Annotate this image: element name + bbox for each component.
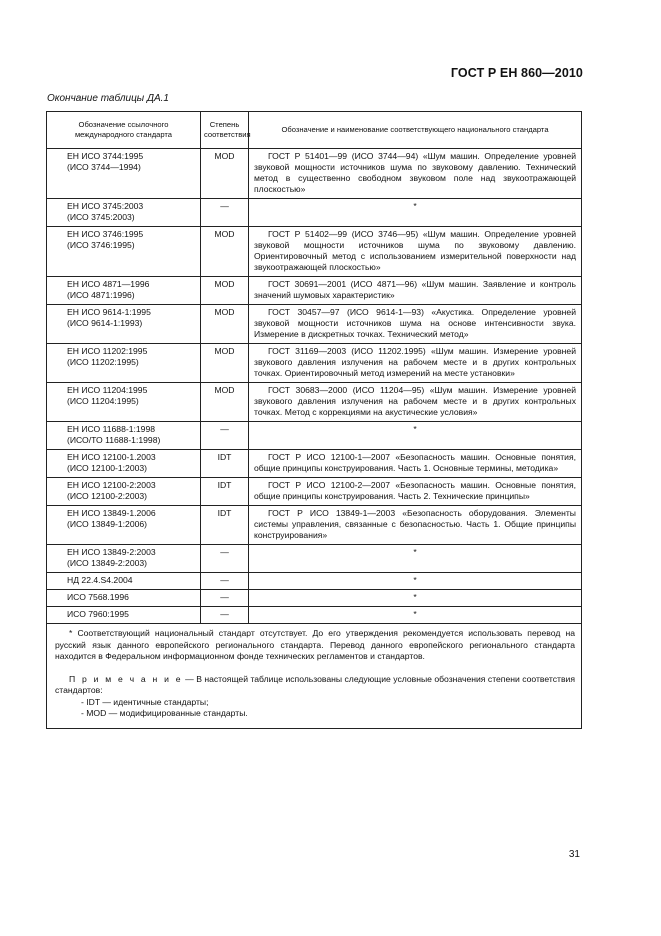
degree-of-conformity-cell: MOD <box>201 383 249 422</box>
national-standard-cell <box>249 383 582 422</box>
national-standard-cell <box>249 227 582 277</box>
international-standard-cell <box>47 344 201 383</box>
table-row <box>47 199 582 227</box>
table-caption: Окончание таблицы ДА.1 <box>47 93 169 104</box>
national-standard-text: * <box>413 575 417 585</box>
table-row <box>47 277 582 305</box>
national-standard-text: ГОСТ 30691—2001 (ИСО 4871—96) «Шум машин. Заявление и контроль значений шумовых характеристик» <box>254 279 576 300</box>
international-standard-line: (ИСО 9614-1:1993) <box>67 318 143 328</box>
degree-of-conformity-cell: — <box>201 545 249 573</box>
national-standard-text: * <box>413 592 417 602</box>
column-header-international-standard: Обозначение ссылочного международного стандарта <box>47 112 201 149</box>
table-row <box>47 305 582 344</box>
national-standard-cell <box>249 506 582 545</box>
degree-of-conformity-cell: — <box>201 590 249 607</box>
national-standard-cell <box>249 478 582 506</box>
international-standard-line: ИСО 7568.1996 <box>67 592 129 602</box>
degree-of-conformity-cell: MOD <box>201 149 249 199</box>
national-standard-cell <box>249 422 582 450</box>
international-standard-cell <box>47 383 201 422</box>
national-standard-cell <box>249 545 582 573</box>
national-standard-text: ГОСТ 31169—2003 (ИСО 11202.1995) «Шум машин. Измерение уровней звукового давления излучения на рабочем месте и в других контрольных точках. Ориентировочный метод измерений на месте установки» <box>254 346 576 378</box>
degree-of-conformity-cell: MOD <box>201 305 249 344</box>
international-standard-line: ЕН ИСО 12100-1.2003 <box>67 452 156 462</box>
table-row <box>47 506 582 545</box>
national-standard-text: ГОСТ 30457—97 (ИСО 9614-1—93) «Акустика. Определение уровней звуковой мощности источников шума на основе интенсивности звука. Измерение в дискретных точках. Технический метод» <box>254 307 576 339</box>
note-item-mod: - MOD — модифицированные стандарты. <box>81 708 248 718</box>
international-standard-line: (ИСО 12100-2:2003) <box>67 491 148 501</box>
degree-of-conformity-cell: — <box>201 607 249 624</box>
table-row <box>47 149 582 199</box>
international-standard-line: ЕН ИСО 11204:1995 <box>67 385 148 395</box>
note-block <box>55 674 575 720</box>
document-code-header: ГОСТ Р ЕН 860—2010 <box>450 66 583 80</box>
page-number: 31 <box>568 849 580 860</box>
national-standard-cell <box>249 149 582 199</box>
national-standard-text: * <box>413 609 417 619</box>
national-standard-text: ГОСТ Р ИСО 13849-1—2003 «Безопасность оборудования. Элементы системы управления, связанные с безопасностью. Часть 1. Общие принципы конструирования» <box>254 508 576 540</box>
international-standard-cell <box>47 227 201 277</box>
degree-of-conformity-cell: IDT <box>201 506 249 545</box>
international-standard-cell <box>47 422 201 450</box>
international-standard-line: (ИСО 13849-2:2003) <box>67 558 148 568</box>
table-row <box>47 590 582 607</box>
notes-row <box>47 624 582 729</box>
table-header-row <box>47 112 582 149</box>
international-standard-cell <box>47 590 201 607</box>
table-row <box>47 344 582 383</box>
national-standard-cell <box>249 277 582 305</box>
national-standard-cell <box>249 590 582 607</box>
international-standard-line: ЕН ИСО 11202:1995 <box>67 346 148 356</box>
degree-of-conformity-cell: — <box>201 422 249 450</box>
international-standard-line: (ИСО 11204:1995) <box>67 396 139 406</box>
national-standard-cell <box>249 607 582 624</box>
international-standard-cell <box>47 149 201 199</box>
international-standard-line: (ИСО 11202:1995) <box>67 357 139 367</box>
international-standard-line: ЕН ИСО 12100-2:2003 <box>67 480 156 490</box>
international-standard-line: НД 22.4.S4.2004 <box>67 575 133 585</box>
degree-of-conformity-cell: — <box>201 199 249 227</box>
international-standard-line: (ИСО 3746:1995) <box>67 240 135 250</box>
national-standard-cell <box>249 450 582 478</box>
international-standard-line: (ИСО 3744—1994) <box>67 162 141 172</box>
table-row <box>47 478 582 506</box>
degree-of-conformity-cell: IDT <box>201 478 249 506</box>
national-standard-text: ГОСТ Р ИСО 12100-2—2007 «Безопасность машин. Основные понятия, общие принципы конструирования. Часть 2. Технические принципы» <box>254 480 576 501</box>
table-row <box>47 545 582 573</box>
note-item-idt: - IDT — идентичные стандарты; <box>81 696 209 707</box>
column-header-national-standard: Обозначение и наименование соответствующего национального стандарта <box>249 112 582 149</box>
table-body <box>47 149 582 624</box>
international-standard-line: ЕН ИСО 4871—1996 <box>67 279 150 289</box>
national-standard-cell <box>249 199 582 227</box>
international-standard-line: ЕН ИСО 3746:1995 <box>67 229 144 239</box>
national-standard-cell <box>249 344 582 383</box>
international-standard-cell <box>47 573 201 590</box>
column-header-degree-of-conformity: Степень соответствия <box>201 112 249 149</box>
international-standard-line: (ИСО 3745:2003) <box>67 212 135 222</box>
international-standard-cell <box>47 277 201 305</box>
note-label: П р и м е ч а н и е <box>69 673 183 684</box>
national-standard-text: * <box>413 424 417 434</box>
national-standard-text: * <box>413 201 417 211</box>
note-text: — В настоящей таблице использованы следующие условные обозначения степени соответствия стандартов: <box>55 673 575 695</box>
international-standard-line: (ИСО 13849-1:2006) <box>67 519 148 529</box>
degree-of-conformity-cell: IDT <box>201 450 249 478</box>
national-standard-text: ГОСТ Р 51402—99 (ИСО 3746—95) «Шум машин. Определение уровней звуковой мощности источников шума по звуковому давлению. Ориентировочный метод с использованием измерительной поверхности над звукоотражающей плоскостью» <box>254 229 576 272</box>
international-standard-cell <box>47 607 201 624</box>
degree-of-conformity-cell: MOD <box>201 277 249 305</box>
table-row <box>47 450 582 478</box>
international-standard-cell <box>47 478 201 506</box>
international-standard-line: ЕН ИСО 13849-2:2003 <box>67 547 156 557</box>
table-row <box>47 573 582 590</box>
international-standard-cell <box>47 506 201 545</box>
international-standard-line: ЕН ИСО 9614-1:1995 <box>67 307 151 317</box>
international-standard-cell <box>47 305 201 344</box>
international-standard-cell <box>47 545 201 573</box>
degree-of-conformity-cell: MOD <box>201 344 249 383</box>
international-standard-line: (ИСО 4871:1996) <box>67 290 135 300</box>
degree-of-conformity-cell: MOD <box>201 227 249 277</box>
international-standard-line: ИСО 7960:1995 <box>67 609 129 619</box>
table-row <box>47 227 582 277</box>
standards-correspondence-table <box>46 111 582 729</box>
table-row <box>47 422 582 450</box>
table-row <box>47 383 582 422</box>
international-standard-line: (ИСО 12100-1:2003) <box>67 463 148 473</box>
table-row <box>47 607 582 624</box>
international-standard-line: ЕН ИСО 3745:2003 <box>67 201 144 211</box>
notes-cell <box>47 624 582 729</box>
national-standard-text: * <box>413 547 417 557</box>
national-standard-text: ГОСТ Р 51401—99 (ИСО 3744—94) «Шум машин. Определение уровней звуковой мощности источников шума по звуковому давлению. Технический метод в существенно свободном звуковом поле над звукоотражающей плоскостью» <box>254 151 576 194</box>
footnote-text: * Соответствующий национальный стандарт отсутствует. До его утверждения рекомендуется использовать перевод на русский язык данного европейского регионального стандарта. Перевод данного европейского регионального стандарта находится в Федеральном информационном фонде технических регламентов и стандартов. <box>55 628 575 661</box>
international-standard-cell <box>47 199 201 227</box>
national-standard-text: ГОСТ 30683—2000 (ИСО 11204—95) «Шум машин. Измерение уровней звукового давления излучения на рабочем месте и в других контрольных точках. Метод с коррекциями на акустические условия» <box>254 385 576 417</box>
degree-of-conformity-cell: — <box>201 573 249 590</box>
international-standard-cell <box>47 450 201 478</box>
international-standard-line: ЕН ИСО 13849-1.2006 <box>67 508 156 518</box>
international-standard-line: (ИСО/ТО 11688-1:1998) <box>67 435 161 445</box>
national-standard-cell <box>249 305 582 344</box>
national-standard-text: ГОСТ Р ИСО 12100-1—2007 «Безопасность машин. Основные понятия, общие принципы конструирования. Часть 1. Основные термины, методика» <box>254 452 576 473</box>
international-standard-line: ЕН ИСО 3744:1995 <box>67 151 144 161</box>
note-paragraph <box>55 674 575 697</box>
international-standard-line: ЕН ИСО 11688-1:1998 <box>67 424 155 434</box>
national-standard-cell <box>249 573 582 590</box>
